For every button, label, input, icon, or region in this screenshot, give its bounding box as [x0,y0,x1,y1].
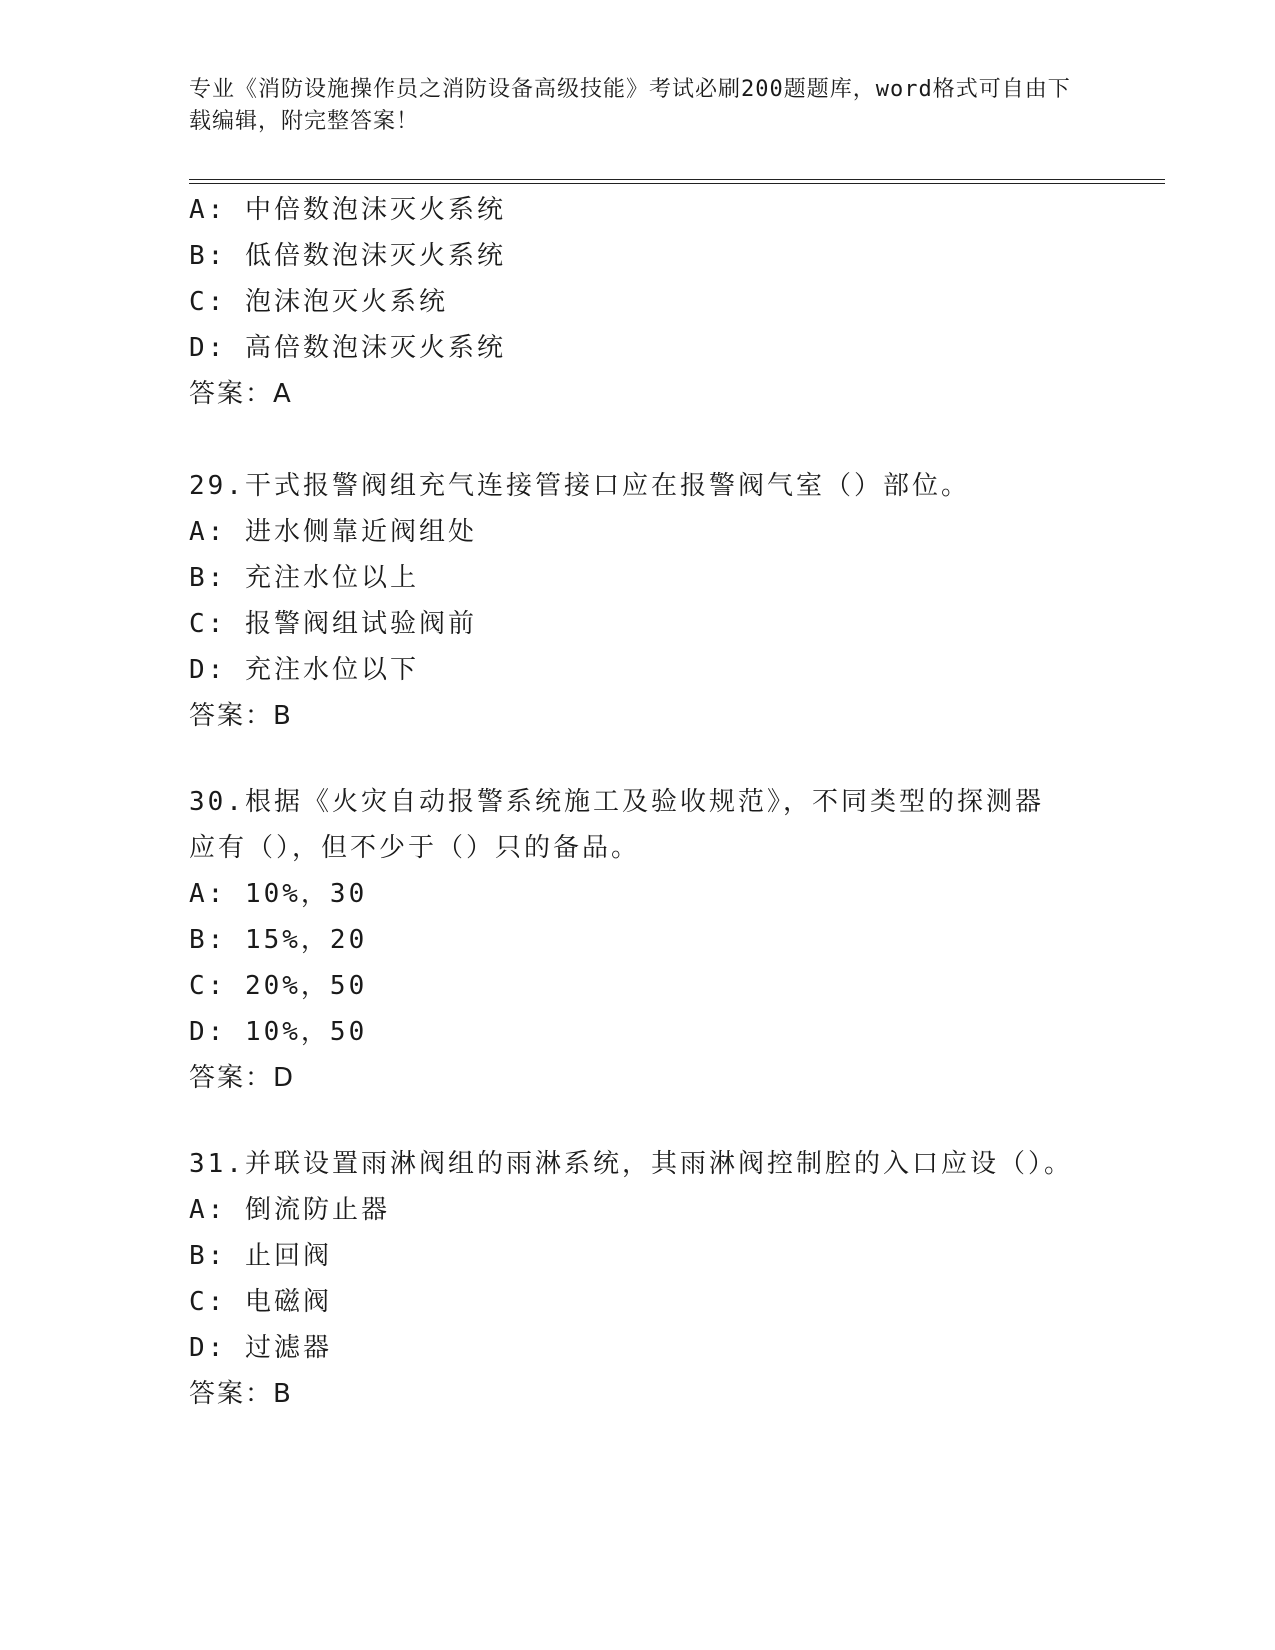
answer-line [189,371,1089,417]
question-31-block [189,1141,1089,1417]
answer-line [189,1371,1089,1417]
option-c: C: 泡沫泡灭火系统 [189,287,448,317]
answer-value: B [273,701,292,731]
answer-label: 答案： [189,1063,274,1093]
option-a: A: 倒流防止器 [189,1195,390,1225]
option-b: B: 15%，20 [189,925,368,955]
option-c: C: 电磁阀 [189,1287,332,1317]
answer-label: 答案： [189,701,274,731]
question-29-block [189,463,1089,739]
answer-value: B [273,1379,292,1409]
option-a: A: 10%，30 [189,879,368,909]
answer-line [189,1055,1089,1101]
option-b: B: 充注水位以上 [189,563,419,593]
option-a: A: 中倍数泡沫灭火系统 [189,195,506,225]
answer-value: D [273,1063,295,1093]
answer-label: 答案： [189,379,274,409]
option-d: D: 充注水位以下 [189,655,419,685]
question-28-block [189,187,1089,417]
option-a: A: 进水侧靠近阀组处 [189,517,477,547]
question-text: 29.干式报警阀组充气连接管接口应在报警阀气室（）部位。 [189,471,970,501]
answer-value: A [273,379,292,409]
document-header: 专业《消防设施操作员之消防设备高级技能》考试必刷200题题库，word格式可自由下载编辑，附完整答案！ [189,77,1071,134]
question-30-block [189,779,1089,1101]
option-b: B: 低倍数泡沫灭火系统 [189,241,506,271]
question-text: 31.并联设置雨淋阀组的雨淋系统，其雨淋阀控制腔的入口应设（）。 [189,1149,1073,1179]
question-text: 30.根据《火灾自动报警系统施工及验收规范》，不同类型的探测器应有（），但不少于（）只的备品。 [189,787,1044,863]
option-d: D: 过滤器 [189,1333,332,1363]
header-divider-top [189,179,1165,180]
header-divider-bottom [189,183,1165,184]
answer-label: 答案： [189,1379,274,1409]
option-d: D: 高倍数泡沫灭火系统 [189,333,506,363]
option-c: C: 20%，50 [189,971,368,1001]
option-b: B: 止回阀 [189,1241,332,1271]
option-c: C: 报警阀组试验阀前 [189,609,477,639]
answer-line [189,693,1089,739]
option-d: D: 10%，50 [189,1017,368,1047]
